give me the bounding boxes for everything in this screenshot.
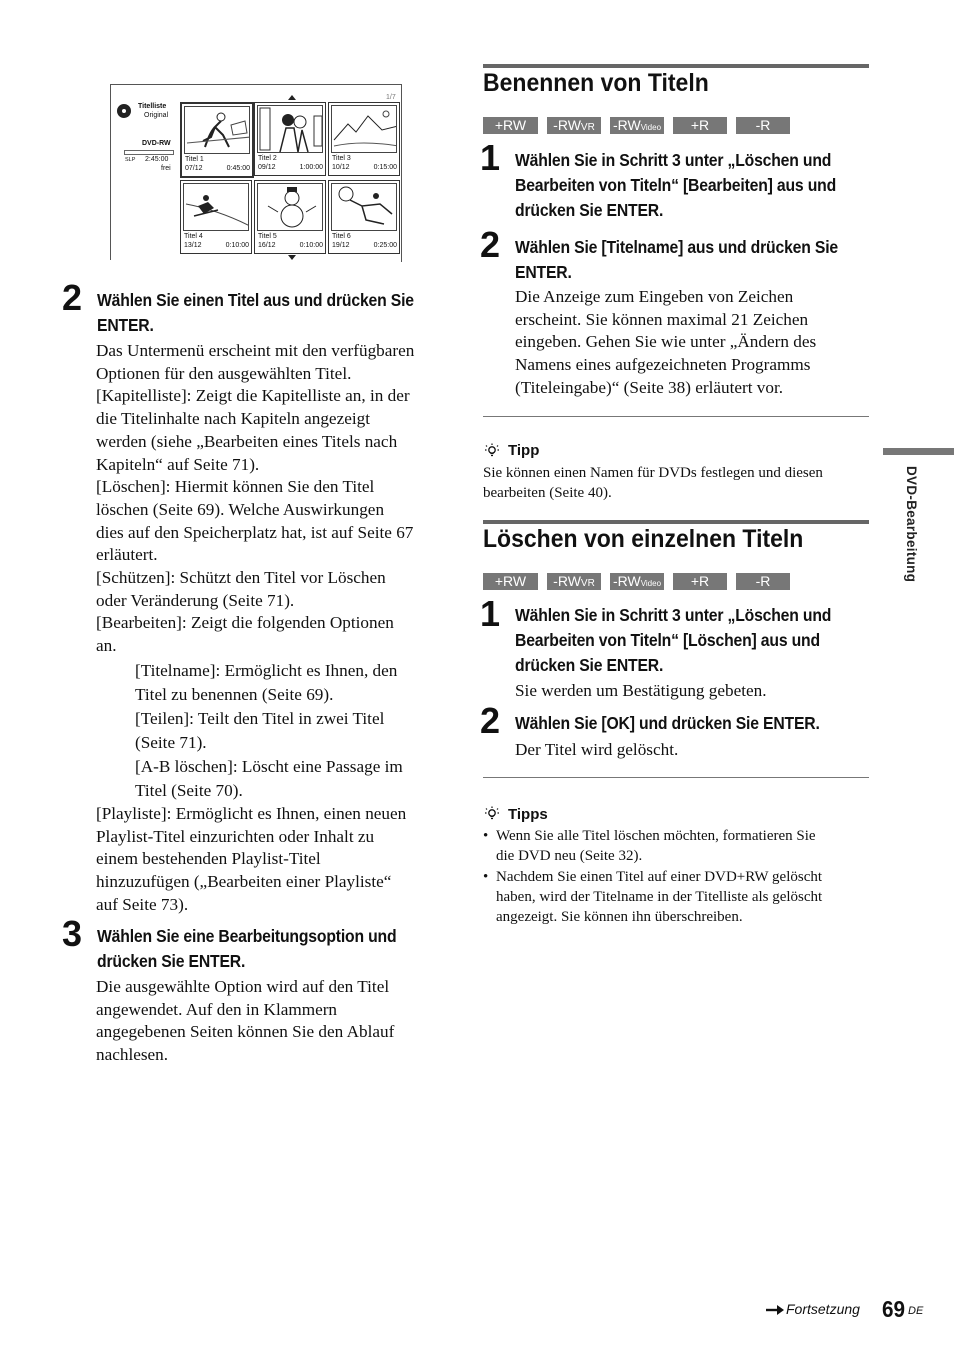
s2-step-2-body: Der Titel wird gelöscht. (515, 740, 679, 759)
body-line: Playlist-Titel einzurichten oder Inhalt zu (96, 826, 375, 846)
body-line: erscheint. Sie können maximal 21 Zeichen (515, 309, 809, 329)
body-line: auf Seite 73). (96, 894, 189, 914)
title-date: 13/12 (184, 242, 202, 249)
thumb-image-couple (257, 105, 323, 153)
thumb-image-tennis (331, 183, 397, 231)
body-line: Namens eines aufgezeichneten Programms (515, 355, 811, 375)
tips-label: Tipps (508, 806, 548, 823)
step-number-2: 2 (62, 277, 83, 318)
body-line: hinzuzufügen („Bearbeiten einer Playliste“ (96, 871, 392, 891)
title-thumb-6[interactable] (328, 180, 400, 254)
badge-label: -RW (553, 573, 581, 589)
body-line: Optionen für den ausgewählten Titel. (96, 363, 352, 383)
tip-line: • Nachdem Sie einen Titel auf einer DVD+RW gelöscht (496, 869, 823, 885)
title-date: 19/12 (332, 242, 350, 249)
s1-step-number-1: 1 (480, 137, 501, 178)
scroll-up-arrow-icon (288, 95, 296, 100)
badge-sub: Video (640, 579, 662, 588)
list-title: Titelliste (138, 103, 167, 110)
body-line: löschen (Seite 69). Welche Auswirkungen (96, 499, 385, 519)
badge-rw-vr (547, 573, 601, 590)
badge-label: -RW (612, 573, 641, 589)
s2-step-1-heading: Wählen Sie in Schritt 3 unter „Löschen und Bearbeiten von Titeln“ [Löschen] aus und drücken Sie ENTER. (515, 605, 832, 675)
title-thumb-3[interactable] (328, 102, 400, 176)
badge-plus-rw (483, 573, 538, 590)
title-duration: 1:00:00 (299, 164, 323, 171)
body-line: die Titelinhalte nach Kapiteln angezeigt (96, 409, 370, 429)
title-name: Titel 6 (332, 233, 351, 240)
page-indicator: 1/7 (386, 94, 396, 101)
body-line: Die ausgewählte Option wird auf den Titel (96, 977, 390, 996)
body-line: [Teilen]: Teilt den Titel in zwei Titel (135, 708, 385, 728)
badge-sub: Video (640, 123, 662, 132)
step-2-body (96, 340, 456, 916)
thumb-image-skier (183, 183, 249, 231)
badge-sub: VR (580, 578, 595, 589)
screen-border-top (110, 84, 402, 85)
body-line: an. (96, 636, 117, 656)
badge-label: +RW (494, 117, 527, 133)
body-line: [A-B löschen]: Löscht eine Passage im (135, 756, 403, 776)
body-line: (Seite 71). (135, 732, 207, 752)
tip-line: Sie können einen Namen für DVDs festlegen und diesen (483, 465, 823, 481)
title-duration: 0:45:00 (226, 165, 250, 172)
body-line: Das Untermenü erscheint mit den verfügbaren (96, 341, 415, 360)
tip-item (483, 867, 878, 927)
thumb-image-runner (184, 106, 250, 154)
body-line: Die Anzeige zum Eingeben von Zeichen (515, 287, 794, 306)
title-thumb-4[interactable] (180, 180, 252, 254)
title-grid (180, 102, 400, 254)
body-line: angegebenen Seiten können Sie den Ablauf (96, 1022, 395, 1042)
s2-step-number-1: 1 (480, 593, 501, 634)
body-line: Titel zu benennen (Seite 69). (135, 684, 334, 704)
s2-step-2-heading: Wählen Sie [OK] und drücken Sie ENTER. (515, 713, 820, 733)
step-2-heading: Wählen Sie einen Titel aus und drücken Sie ENTER. (97, 290, 414, 335)
title-duration: 0:15:00 (373, 164, 397, 171)
continue-arrow-icon (765, 1303, 785, 1321)
tip-line: • Wenn Sie alle Titel löschen möchten, formatieren Sie (496, 828, 816, 844)
screen-border-right (401, 84, 402, 262)
title-date: 10/12 (332, 164, 350, 171)
badge-label: -RW (612, 117, 641, 133)
badge-label: -RW (553, 117, 581, 133)
tip-text (483, 463, 873, 503)
title-thumb-1[interactable] (180, 102, 254, 178)
badge-plus-r (673, 117, 727, 134)
free-time: 2:45:00 (145, 156, 169, 163)
page-number: 69 (882, 1296, 906, 1322)
title-name: Titel 3 (332, 155, 351, 162)
badge-plus-r (673, 573, 727, 590)
badge-rw-video (610, 117, 664, 134)
badge-minus-r (736, 117, 790, 134)
disc-icon-inner (122, 109, 126, 113)
section-1-disc-badges (483, 117, 790, 134)
s1-step-number-2: 2 (480, 224, 501, 265)
section-2-title: Löschen von einzelnen Titeln (483, 525, 804, 553)
title-date: 09/12 (258, 164, 276, 171)
badge-label: +R (690, 117, 710, 133)
side-tab-label: DVD-Bearbeitung (904, 466, 919, 583)
tip-divider (483, 416, 869, 417)
badge-rw-vr (547, 117, 601, 134)
free-label: frei (161, 165, 171, 172)
language-code: DE (908, 1305, 924, 1317)
section-1-title: Benennen von Titeln (483, 69, 709, 97)
title-list-screen-illustration (110, 84, 402, 262)
tips-list (483, 826, 878, 927)
record-mode: SLP (125, 157, 136, 163)
tip-line: bearbeiten (Seite 40). (483, 485, 612, 501)
title-name: Titel 4 (184, 233, 203, 240)
thumb-image-mountain (331, 105, 397, 153)
step-number-3: 3 (62, 913, 83, 954)
title-name: Titel 1 (185, 156, 204, 163)
body-line: nachlesen. (96, 1045, 169, 1065)
title-date: 16/12 (258, 242, 276, 249)
title-duration: 0:25:00 (373, 242, 397, 249)
indented-options (96, 659, 456, 803)
badge-label: -R (755, 117, 771, 133)
body-line: [Kapitelliste]: Zeigt die Kapitelliste an, in der (96, 386, 410, 406)
badge-label: -R (755, 573, 771, 589)
scroll-down-arrow-icon (288, 255, 296, 260)
body-line: werden (siehe „Bearbeiten eines Titels nach (96, 431, 398, 451)
body-line: Titel (Seite 70). (135, 780, 243, 800)
body-line: [Playliste]: Ermöglicht es Ihnen, einen neuen (96, 803, 407, 823)
badge-label: +RW (494, 573, 527, 589)
title-name: Titel 2 (258, 155, 277, 162)
title-thumb-5[interactable] (254, 180, 326, 254)
title-duration: 0:10:00 (299, 242, 323, 249)
body-line: [Titelname]: Ermöglicht es Ihnen, den (135, 660, 398, 680)
body-line: [Löschen]: Hiermit können Sie den Titel (96, 477, 375, 497)
lightbulb-icon (484, 806, 500, 827)
s1-step-1-heading: Wählen Sie in Schritt 3 unter „Löschen und Bearbeiten von Titeln“ [Bearbeiten] aus und drücken Sie ENTER. (515, 150, 837, 220)
s1-step-2-heading: Wählen Sie [Titelname] aus und drücken Sie ENTER. (515, 237, 838, 282)
body-line: (Titeleingabe)“ (Seite 38) erläutert vor. (515, 377, 784, 397)
disc-type: DVD-RW (142, 140, 171, 147)
tip-label: Tipp (508, 442, 540, 459)
s2-step-1-body: Sie werden um Bestätigung gebeten. (515, 681, 767, 700)
badge-rw-video (610, 573, 664, 590)
badge-minus-r (736, 573, 790, 590)
continue-label: Fortsetzung (786, 1301, 860, 1317)
lightbulb-icon (484, 443, 500, 464)
step-3-body (96, 976, 456, 1067)
body-line: [Schützen]: Schützt den Titel vor Löschen (96, 568, 386, 588)
body-line: oder Veränderung (Seite 71). (96, 590, 295, 610)
title-name: Titel 5 (258, 233, 277, 240)
list-subtitle: Original (144, 112, 169, 119)
s2-step-number-2: 2 (480, 700, 501, 741)
tips-divider (483, 777, 869, 778)
badge-plus-rw (483, 117, 538, 134)
body-line: dies auf den Speicherplatz hat, ist auf Seite 67 (96, 522, 414, 542)
badge-sub: VR (580, 122, 595, 133)
tip-line: haben, wird der Titelname in der Titelliste als gelöscht (496, 889, 823, 905)
s1-step-2-body (515, 286, 875, 400)
title-date: 07/12 (185, 165, 203, 172)
section-2-disc-badges (483, 573, 790, 590)
body-line: angewendet. Auf den in Klammern (96, 999, 338, 1019)
tip-item (483, 826, 878, 866)
step-3-heading: Wählen Sie eine Bearbeitungsoption und drücken Sie ENTER. (97, 926, 397, 971)
tip-line: angezeigt. Sie können ihn überschreiben. (496, 909, 743, 925)
screen-border-left (110, 84, 111, 260)
title-duration: 0:10:00 (225, 242, 249, 249)
side-tab-bar (883, 448, 954, 455)
body-line: Kapiteln“ auf Seite 71). (96, 454, 260, 474)
body-line: einem bestehenden Playlist-Titel (96, 849, 321, 869)
badge-label: +R (690, 573, 710, 589)
title-thumb-2[interactable] (254, 102, 326, 176)
body-line: [Bearbeiten]: Zeigt die folgenden Optionen (96, 613, 394, 633)
body-line: eingeben. Gehen Sie wie unter „Ändern des (515, 332, 817, 352)
thumb-image-snowman (257, 183, 323, 231)
tip-line: die DVD neu (Seite 32). (496, 848, 643, 864)
body-line: erläutert. (96, 545, 158, 565)
